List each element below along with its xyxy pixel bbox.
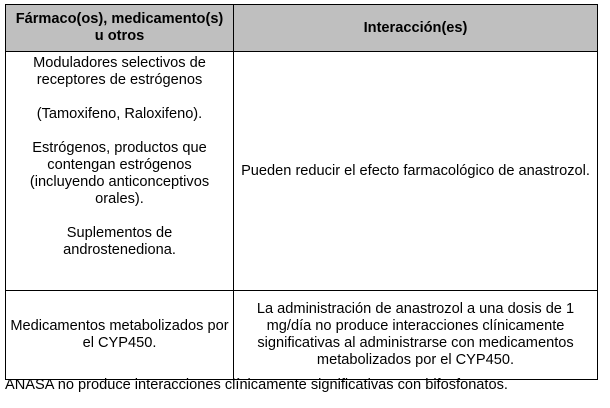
- drug-item: (Tamoxifeno, Raloxifeno).: [36, 106, 203, 122]
- interaction-text: Pueden reducir el efecto farmacológico de anastrozol.: [241, 162, 590, 179]
- table-row: [6, 52, 598, 291]
- interactions-table: [5, 4, 598, 380]
- drug-item: Suplementos de androstenediona.: [63, 225, 176, 258]
- footnote: ANASA no produce interacciones clínicamente significativas con bifosfonatos.: [5, 377, 508, 393]
- drugs-cell: [6, 291, 234, 380]
- table-header-row: [6, 5, 598, 52]
- drug-item: Estrógenos, productos que contengan estrógenos (incluyendo anticonceptivos orales).: [29, 140, 210, 207]
- interaction-cell: [234, 52, 598, 291]
- header-drugs: Fármaco(os), medicamento(s) u otros: [6, 5, 234, 52]
- drugs-cell: [6, 52, 234, 291]
- drug-item: Moduladores selectivos de receptores de estrógenos: [33, 55, 206, 88]
- interaction-text: La administración de anastrozol a una dosis de 1 mg/día no produce interacciones clínicamente significativas al administrarse con medicamentos metabolizados por el CYP450.: [256, 301, 575, 368]
- header-interactions: Interacción(es): [234, 5, 598, 52]
- drug-item: Medicamentos metabolizados por el CYP450.: [10, 318, 229, 351]
- interaction-cell: [234, 291, 598, 380]
- table-row: [6, 291, 598, 380]
